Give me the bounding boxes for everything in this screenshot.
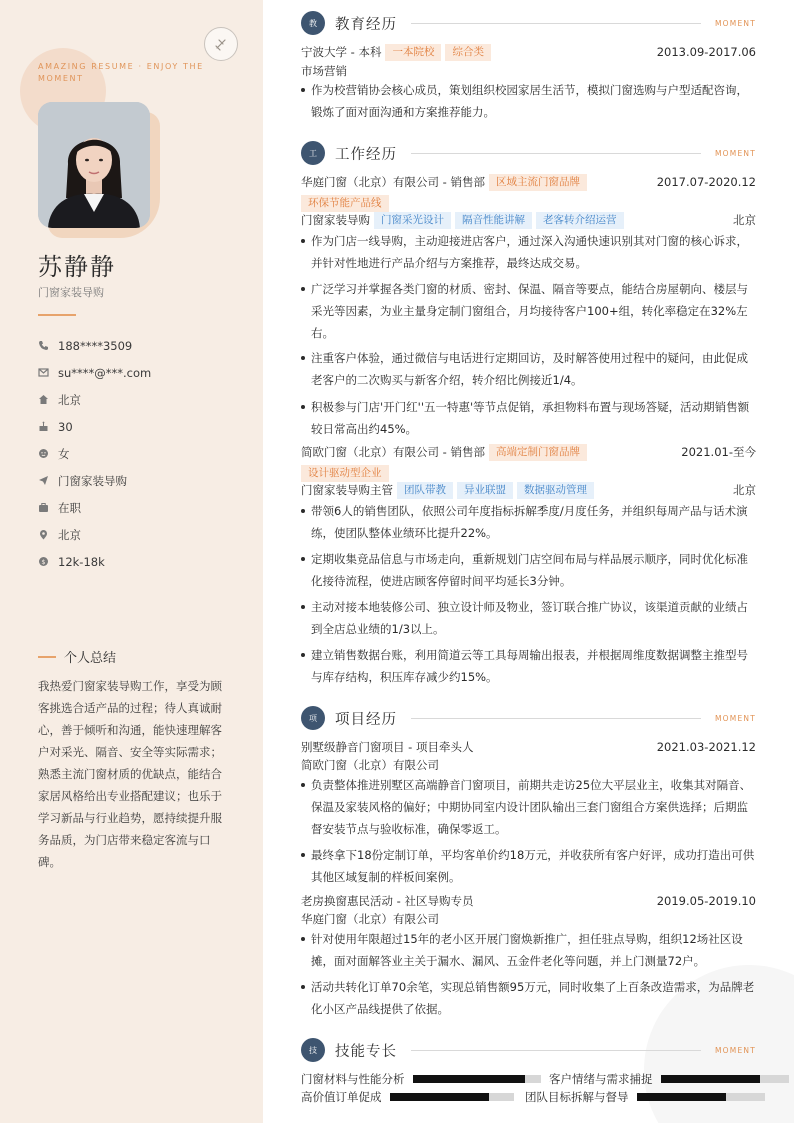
work-company: 简欧门窗（北京）有限公司 - 销售部 [301,445,485,459]
project-1-header-row [301,737,756,757]
work-bullet: 注重客户体验，通过微信与电话进行定期回访，及时解答使用过程中的疑问，由此促成老客户的二次购买与新客介绍，转介绍比例接近1/4。 [301,347,756,391]
skills-section-icon: 技 [301,1038,325,1062]
profile-photo [38,102,150,228]
location-value: 北京 [58,527,81,542]
section-moment-tag: MOMENT [715,18,756,28]
skill-item [301,1088,514,1106]
skill-level-track [637,1093,765,1101]
work-company-tag: 设计驱动型企业 [301,465,389,482]
project-bullet: 最终拿下18份定制订单，平均客单价约18万元，并收获所有客户好评，成功打造出可供其他区域复制的样板间案例。 [301,844,756,888]
email-value: su****@***.com [58,365,152,380]
skill-name: 高价值订单促成 [301,1090,382,1104]
skill-level-track [661,1075,789,1083]
contact-info-list [38,332,151,575]
info-target-role [38,467,151,494]
work-skill-tag: 团队带教 [397,482,453,499]
education-major-row [301,61,756,81]
project-name: 别墅级静音门窗项目 - 项目牵头人 [301,740,474,754]
info-salary [38,548,151,575]
section-divider [411,718,701,719]
skill-item [549,1070,789,1088]
work-bullet: 广泛学习并掌握各类门窗的材质、密封、保温、隔音等要点，能结合房屋朝向、楼层与采光等因素，为业主量身定制门窗组合，月均接待客户100+组，转化率稳定在32%左右。 [301,278,756,344]
age-value: 30 [58,419,73,434]
work-position: 门窗家装导购 [301,213,370,227]
work-city: 北京 [733,483,756,497]
section-divider [411,1050,701,1051]
main-content [263,0,794,1123]
skill-level-fill [413,1075,526,1083]
work-bullet: 带领6人的销售团队，依照公司年度指标拆解季度/月度任务，并组织每周产品与话术演练，使团队整体业绩环比提升22%。 [301,500,756,544]
work-2-position-row [301,480,756,500]
project-name: 老房换窗惠民活动 - 社区导购专员 [301,894,474,908]
skill-name: 客户情绪与需求捕捉 [549,1072,653,1086]
salary-icon [38,556,58,567]
info-email [38,359,151,386]
gender-icon [38,448,58,459]
sidebar-divider [38,314,76,316]
education-major: 市场营销 [301,64,347,78]
skill-level-fill [637,1093,727,1101]
education-date: 2013.09-2017.06 [656,45,756,59]
info-location [38,521,151,548]
project-2-header-row [301,891,756,911]
work-bullet: 主动对接本地装修公司、独立设计师及物业，签订联合推广协议，该渠道贡献的业绩占到全店总业绩的1/3以上。 [301,596,756,640]
project-bullet: 负责整体推进别墅区高端静音门窗项目，前期共走访25位大平层业主，收集其对隔音、保温及家装风格的偏好；中期协同室内设计团队输出三套门窗组合方案供选择；后期监督安装节点与验收标准，确保零返工。 [301,774,756,840]
project-1-company-row [301,755,756,775]
work-section-title: 工作经历 [335,146,397,163]
info-age [38,413,151,440]
education-section-title: 教育经历 [335,16,397,33]
project-date: 2019.05-2019.10 [656,894,756,908]
salary-value: 12k-18k [58,554,105,569]
work-position: 门窗家装导购主管 [301,483,393,497]
candidate-name: 苏静静 [38,253,116,281]
logo-badge-icon [204,27,238,61]
location-pin-icon [38,529,58,540]
work-company: 华庭门窗（北京）有限公司 - 销售部 [301,175,485,189]
education-section-icon: 教 [301,11,325,35]
skill-item [301,1070,541,1088]
info-gender [38,440,151,467]
work-date: 2017.07-2020.12 [656,175,756,189]
section-project-header [301,706,756,730]
work-city: 北京 [733,213,756,227]
skills-section-title: 技能专长 [335,1043,397,1060]
work-bullet: 定期收集竞品信息与市场走向，重新规划门店空间布局与样品展示顺序，同时优化标准化接待流程，使进店顾客停留时间平均延长3分钟。 [301,548,756,592]
project-bullet: 活动共转化订单70余笔，实现总销售额95万元，同时收集了上百条改造需求，为品牌老化小区产品线提供了依据。 [301,976,756,1020]
work-1-position-row [301,210,756,230]
home-icon [38,394,58,405]
cake-icon [38,421,58,432]
info-status [38,494,151,521]
work-skill-tag: 隔音性能讲解 [455,212,532,229]
summary-heading-bar [38,656,56,658]
work-bullet: 建立销售数据台账，利用简道云等工具每周输出报表，并根据周维度数据调整主推型号与库存结构，积压库存减少约15%。 [301,644,756,688]
phone-icon [38,340,58,351]
section-moment-tag: MOMENT [715,713,756,723]
section-moment-tag: MOMENT [715,148,756,158]
section-skills-header [301,1038,756,1062]
section-divider [411,153,701,154]
svg-text:$: $ [41,558,46,566]
city-value: 北京 [58,392,81,407]
work-date: 2021.01-至今 [681,445,756,459]
education-tag: 综合类 [445,44,491,61]
project-company: 华庭门窗（北京）有限公司 [301,912,439,926]
work-skill-tag: 数据驱动管理 [517,482,594,499]
info-city [38,386,151,413]
project-bullet: 针对使用年限超过15年的老小区开展门窗焕新推广，担任驻点导购，组织12场社区设摊，面对面解答业主关于漏水、漏风、五金件老化等问题，并上门测量72户。 [301,928,756,972]
education-tag: 一本院校 [385,44,441,61]
work-2-header-row [301,442,756,462]
skill-name: 门窗材料与性能分析 [301,1072,405,1086]
section-work-header [301,141,756,165]
work-skill-tag: 门窗采光设计 [374,212,451,229]
education-bullet: 作为校营销协会核心成员，策划组织校园家居生活节，模拟门窗选购与户型适配咨询，锻炼了面对面沟通和方案推荐能力。 [301,79,756,123]
project-date: 2021.03-2021.12 [656,740,756,754]
skill-level-fill [390,1093,489,1101]
briefcase-icon [38,502,58,513]
skill-name: 团队目标拆解与督导 [525,1090,629,1104]
work-section-icon: 工 [301,141,325,165]
work-bullet: 作为门店一线导购，主动迎接进店客户，通过深入沟通快速识别其对门窗的核心诉求，并针对性地进行产品介绍与方案推荐，最终达成交易。 [301,230,756,274]
skill-level-fill [661,1075,761,1083]
project-company: 简欧门窗（北京）有限公司 [301,758,439,772]
summary-heading [38,647,116,666]
work-skill-tag: 异业联盟 [457,482,513,499]
work-company-tag: 高端定制门窗品牌 [489,444,587,461]
work-company-tag: 区域主流门窗品牌 [489,174,587,191]
candidate-role: 门窗家装导购 [38,286,104,299]
work-1-header-row [301,172,756,192]
work-company-tag: 环保节能产品线 [301,195,389,212]
mail-icon [38,367,58,378]
sidebar [0,0,263,1123]
send-icon [38,475,58,486]
phone-value: 188****3509 [58,338,133,353]
skill-item [525,1088,765,1106]
section-divider [411,23,701,24]
summary-title: 个人总结 [64,651,117,666]
status-value: 在职 [58,500,81,515]
section-moment-tag: MOMENT [715,1045,756,1055]
resume-tagline: AMAZING RESUME · ENJOY THE MOMENT [38,62,204,83]
project-2-company-row [301,909,756,929]
work-bullet: 积极参与门店'开门红''五一特惠'等节点促销，承担物料布置与现场答疑，活动期销售额较日常高出约45%。 [301,396,756,440]
education-header-row [301,42,756,62]
summary-text: 我热爱门窗家装导购工作，享受为顾客挑选合适产品的过程；待人真诚耐心，善于倾听和沟通，能快速理解客户对采光、隔音、安全等实际需求；熟悉主流门窗材质的优缺点，能结合家居风格给出专业搭配建议；也乐于学习新品与行业趋势，愿持续提升服务品质，为门店带来稳定客流与口碑。 [38,679,222,869]
education-school: 宁波大学 - 本科 [301,45,382,59]
section-education-header [301,11,756,35]
project-section-title: 项目经历 [335,711,397,728]
info-phone [38,332,151,359]
project-section-icon: 项 [301,706,325,730]
target-role-value: 门窗家装导购 [58,473,127,488]
skill-level-track [390,1093,514,1101]
skill-level-track [413,1075,541,1083]
gender-value: 女 [58,446,70,461]
work-skill-tag: 老客转介绍运营 [536,212,624,229]
